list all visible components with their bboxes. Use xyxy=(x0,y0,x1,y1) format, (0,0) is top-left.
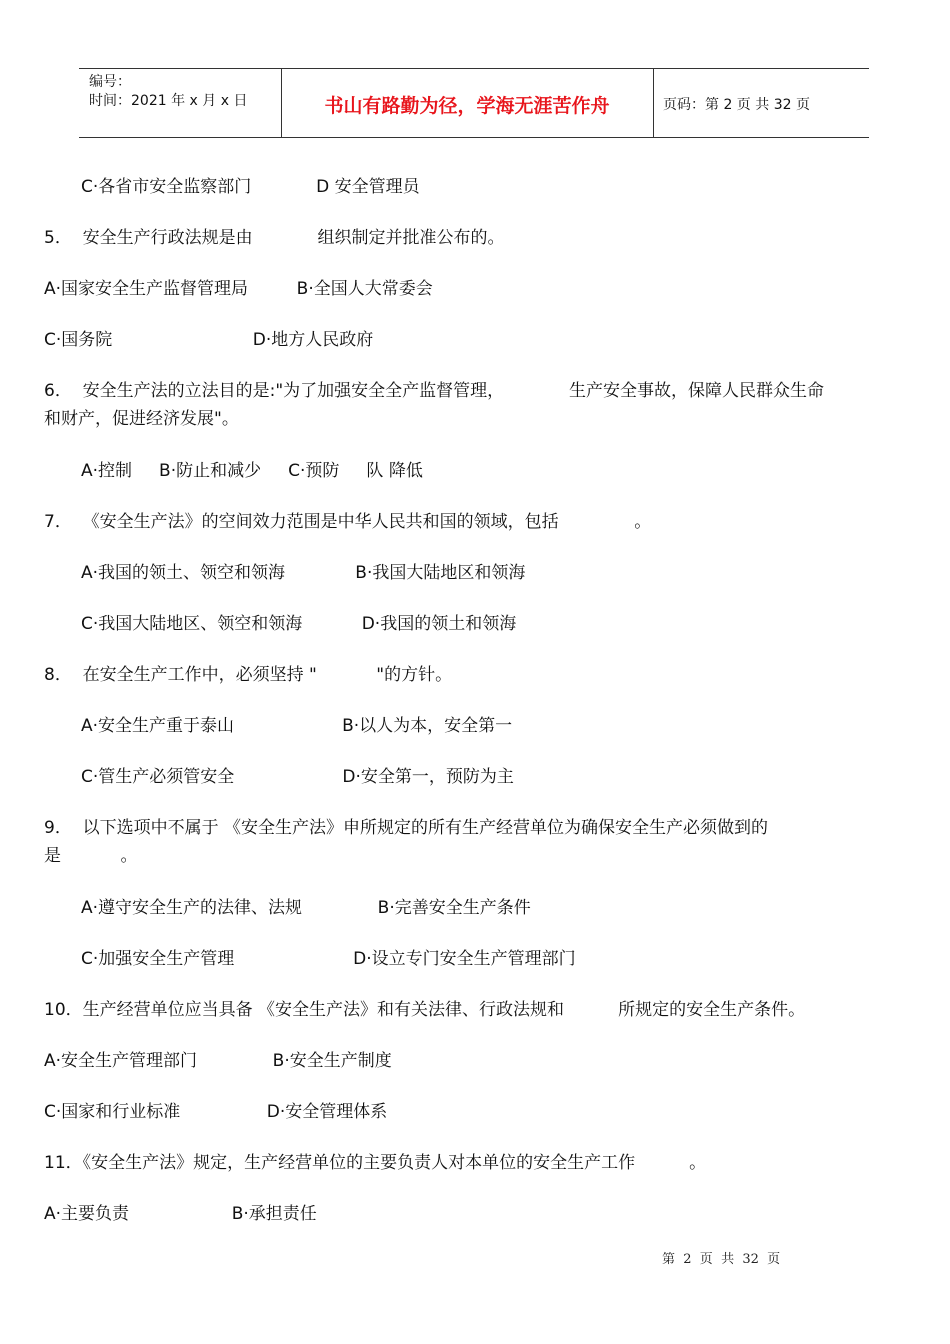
page-footer: 第 2 页 共 32 页 xyxy=(662,1252,781,1267)
option-line: A·遵守安全生产的法律、法规 B·完善安全生产条件 xyxy=(81,898,531,918)
option-line: C·我国大陆地区、领空和领海 D·我国的领土和领海 xyxy=(81,614,517,634)
question-5: 5． 安全生产行政法规是由 组织制定并批准公布的。 xyxy=(44,228,505,248)
question-11: 11．《安全生产法》规定，生产经营单位的主要负责人对本单位的安全生产工作 。 xyxy=(44,1153,707,1173)
option-line: A·我国的领土、领空和领海 B·我国大陆地区和领海 xyxy=(81,563,526,583)
question-6-continued: 和财产，促进经济发展"。 xyxy=(44,409,239,429)
document-time: 时间：2021 年 x 月 x 日 xyxy=(89,93,248,109)
option-line: A·主要负责 B·承担责任 xyxy=(44,1204,317,1224)
header-page-number: 页码：第 2 页 共 32 页 xyxy=(663,97,810,113)
option-line: C·国务院 D·地方人民政府 xyxy=(44,330,374,350)
option-line: C·各省市安全监察部门 D 安全管理员 xyxy=(81,177,420,197)
option-line: C·加强安全生产管理 D·设立专门安全生产管理部门 xyxy=(81,949,576,969)
question-9-continued: 是 。 xyxy=(44,846,138,866)
option-line: C·管生产必须管安全 D·安全第一，预防为主 xyxy=(81,767,514,787)
option-line: A·安全生产重于泰山 B·以人为本，安全第一 xyxy=(81,716,513,736)
question-10: 10．生产经营单位应当具备 《安全生产法》和有关法律、行政法规和 所规定的安全生产条件。 xyxy=(44,1000,806,1020)
question-7: 7． 《安全生产法》的空间效力范围是中华人民共和国的领域，包括 。 xyxy=(44,512,652,532)
question-8: 8． 在安全生产工作中，必须坚持 " "的方针。 xyxy=(44,665,453,685)
question-6: 6． 安全生产法的立法目的是:"为了加强安全全产监督管理， 生产安全事故，保障人民群众生命 xyxy=(44,381,825,401)
option-line: A·安全生产管理部门 B·安全生产制度 xyxy=(44,1051,392,1071)
option-line: A·国家安全生产监督管理局 B·全国人大常委会 xyxy=(44,279,433,299)
document-number: 编号： xyxy=(89,74,131,90)
option-line: C·国家和行业标准 D·安全管理体系 xyxy=(44,1102,388,1122)
header-meta xyxy=(89,73,247,111)
header-motto: 书山有路勤为径，学海无涯苦作舟 xyxy=(324,95,610,117)
option-line: A·控制 B·防止和减少 C·预防 队 降低 xyxy=(81,461,423,481)
header-divider xyxy=(653,69,654,137)
question-9: 9． 以下选项中不属于 《安全生产法》申所规定的所有生产经营单位为确保安全生产必须做到的 xyxy=(44,818,769,838)
page-header xyxy=(79,68,869,138)
